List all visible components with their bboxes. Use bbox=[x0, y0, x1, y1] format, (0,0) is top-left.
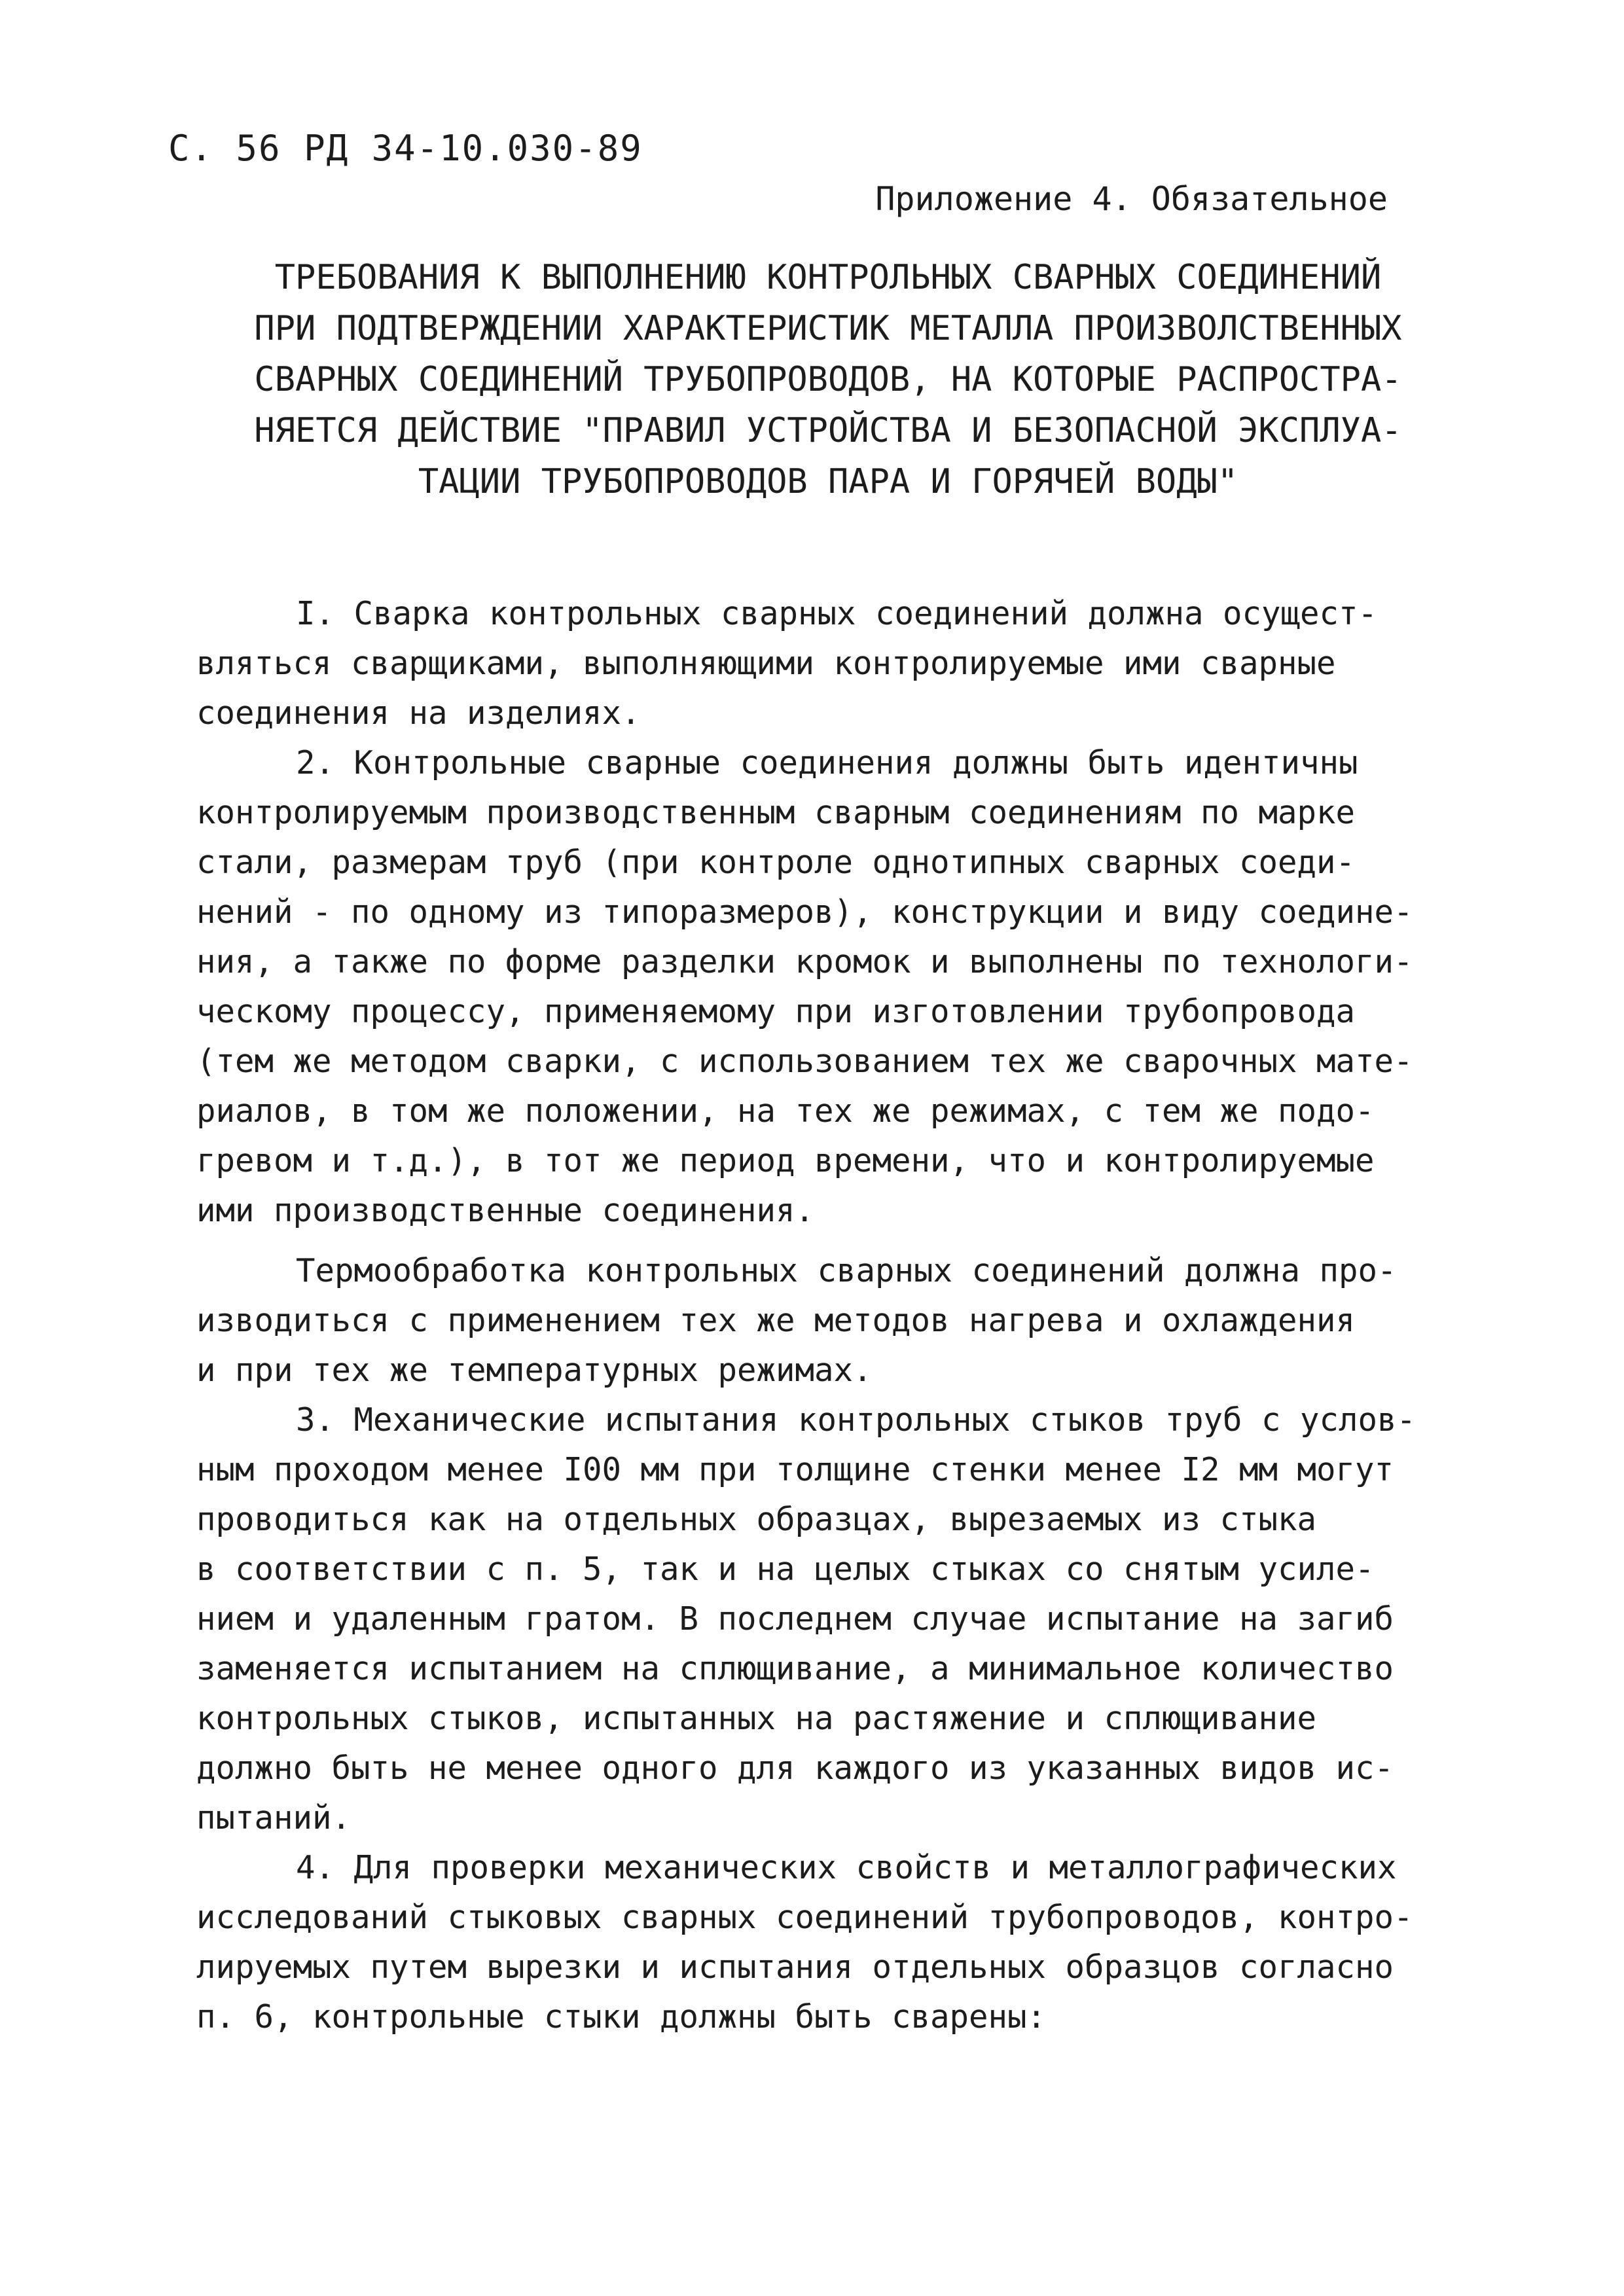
paragraph-3-line: нием и удаленным гратом. В последнем случае испытание на загиб bbox=[196, 1600, 1394, 1638]
paragraph-3-line: пытаний. bbox=[196, 1799, 352, 1837]
paragraph-2-line: гревом и т.д.), в тот же период времени, что и контролируемые bbox=[196, 1142, 1375, 1179]
paragraph-heat-treatment-line: Термообработка контрольных сварных соединений должна про- bbox=[296, 1252, 1397, 1289]
paragraph-4-line: лируемых путем вырезки и испытания отдельных образцов согласно bbox=[196, 1948, 1394, 1986]
title-line: ТРЕБОВАНИЯ К ВЫПОЛНЕНИЮ КОНТРОЛЬНЫХ СВАРНЫХ СОЕДИНЕНИЙ bbox=[274, 258, 1382, 297]
paragraph-2-line: ими производственные соединения. bbox=[196, 1192, 815, 1229]
paragraph-3-line: контрольных стыков, испытанных на растяжение и сплющивание bbox=[196, 1700, 1317, 1737]
paragraph-3-line: проводиться как на отдельных образцах, вырезаемых из стыка bbox=[196, 1501, 1317, 1538]
paragraph-2-line: 2. Контрольные сварные соединения должны быть идентичны bbox=[296, 744, 1358, 781]
title-line: ПРИ ПОДТВЕРЖДЕНИИ ХАРАКТЕРИСТИК МЕТАЛЛА ПРОИЗВОЛСТВЕННЫХ bbox=[254, 309, 1402, 348]
paragraph-3-line: в соответствии с п. 5, так и на целых стыках со снятым усиле- bbox=[196, 1551, 1375, 1588]
paragraph-3-line: должно быть не менее одного для каждого из указанных видов ис- bbox=[196, 1749, 1394, 1787]
body-text bbox=[196, 589, 1466, 2042]
paragraph-2-line: (тем же методом сварки, с использованием тех же сварочных мате- bbox=[196, 1043, 1413, 1080]
paragraph-4-line: п. 6, контрольные стыки должны быть сварены: bbox=[196, 1998, 1047, 2036]
document-title bbox=[196, 252, 1460, 507]
paragraph-3-line: 3. Механические испытания контрольных стыков труб с услов- bbox=[296, 1401, 1416, 1439]
appendix-label: Приложение 4. Обязательное bbox=[875, 180, 1388, 218]
title-line: ТАЦИИ ТРУБОПРОВОДОВ ПАРА И ГОРЯЧЕЙ ВОДЫ" bbox=[418, 462, 1238, 501]
paragraph-1-line: соединения на изделиях. bbox=[196, 694, 641, 732]
paragraph-3-line: ным проходом менее I00 мм при толщине стенки менее I2 мм могут bbox=[196, 1451, 1394, 1488]
paragraph-1-line: I. Сварка контрольных сварных соединений должна осущест- bbox=[296, 595, 1378, 632]
paragraph-heat-treatment-line: и при тех же температурных режимах. bbox=[196, 1352, 873, 1389]
paragraph-1-line: вляться сварщиками, выполняющими контролируемые ими сварные bbox=[196, 645, 1336, 682]
title-line: СВАРНЫХ СОЕДИНЕНИЙ ТРУБОПРОВОДОВ, НА КОТОРЫЕ РАСПРОСТРА- bbox=[254, 360, 1402, 399]
title-line: НЯЕТСЯ ДЕЙСТВИЕ "ПРАВИЛ УСТРОЙСТВА И БЕЗОПАСНОЙ ЭКСПЛУА- bbox=[254, 411, 1402, 450]
paragraph-2-line: контролируемым производственным сварным соединениям по марке bbox=[196, 794, 1356, 831]
page-header: С. 56 РД 34-10.030-89 bbox=[168, 128, 643, 169]
paragraph-4-line: 4. Для проверки механических свойств и металлографических bbox=[296, 1849, 1397, 1886]
paragraph-2-line: ния, а также по форме разделки кромок и выполнены по технологи- bbox=[196, 943, 1413, 980]
paragraph-3-line: заменяется испытанием на сплющивание, а минимальное количество bbox=[196, 1650, 1394, 1687]
paragraph-2-line: стали, размерам труб (при контроле однотипных сварных соеди- bbox=[196, 844, 1356, 881]
paragraph-4-line: исследований стыковых сварных соединений трубопроводов, контро- bbox=[196, 1899, 1413, 1936]
paragraph-2-line: нений - по одному из типоразмеров), конструкции и виду соедине- bbox=[196, 893, 1413, 931]
paragraph-2-line: риалов, в том же положении, на тех же режимах, с тем же подо- bbox=[196, 1092, 1375, 1130]
paragraph-2-line: ческому процессу, применяемому при изготовлении трубопровода bbox=[196, 993, 1356, 1030]
paragraph-heat-treatment-line: изводиться с применением тех же методов нагрева и охлаждения bbox=[196, 1302, 1356, 1339]
